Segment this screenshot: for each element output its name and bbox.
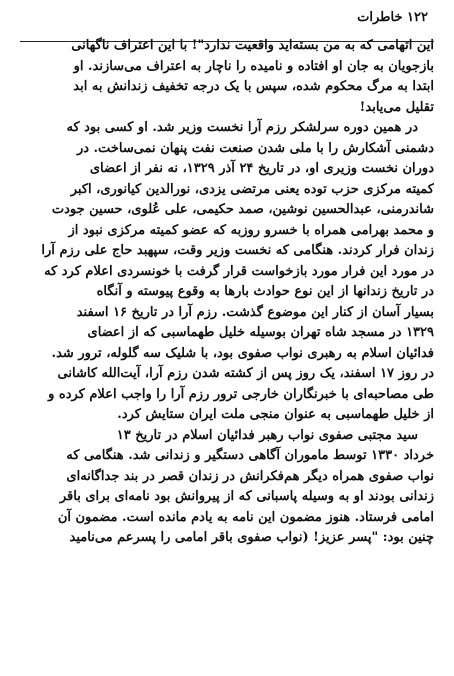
text-line: در روز ۱۷ اسفند، یک روز پس از کشته شدن رزم آرا، آیت‌الله کاشانی (57, 366, 434, 381)
text-line: این اتهامی که به من بسته‌اید واقعیت ندارد"! با این اعتراف ناگهانی (71, 38, 434, 53)
page-header (0, 10, 454, 32)
text-line: دوران نخست وزیری او، در تاریخ ۲۴ آذر ۱۳۲۹، نه نفر از اعضای (89, 161, 434, 176)
text-line: ۱۳۲۹ در مسجد شاه تهران بوسیله خلیل طهماسبی که از اعضای (87, 325, 434, 340)
text-line: زندانی بودند او به وسیله پاسبانی که از پیروانش بود نامه‌ای برای باقر (59, 489, 434, 504)
text-line: در همین دوره سرلشکر رزم آرا نخست وزیر شد. او کسی بود که (66, 120, 418, 135)
text-line: بازجویان به جان او افتاده و نامیده را ناچار به اعتراف می‌سازند. او (73, 58, 434, 74)
text-line: زندان فرار کردند. هنگامی که نخست وزیر وقت، سپهبد حاج علی رزم آرا (41, 243, 434, 258)
body-text (16, 36, 434, 549)
running-head: ۱۲۲ خاطرات (357, 10, 428, 25)
text-line: و محمد بهرامی همراه با خسرو روزبه که عضو کمیته مرکزی نبود از (68, 222, 434, 238)
text-line: امامی فرستاد. هنوز مضمون این نامه به یادم مانده است. مضمون آن (57, 509, 434, 525)
text-line: خرداد ۱۳۳۰ توسط ماموران آگاهی دستگیر و زندانی شد. هنگامی که (66, 448, 434, 463)
text-line: از خلیل طهماسبی به عنوان منجی ملت ایران ستایش کرد. (117, 407, 434, 422)
text-line: دشمنی آشکارش را با ملی شدن صنعت نفت پنهان نمی‌ساخت. در (76, 140, 434, 156)
text-line: نواب صفوی همراه دیگر هم‌فکرانش در زندان قصر در بند جداگانه‌ای (66, 468, 434, 484)
text-line: تقلیل می‌یابد! (359, 99, 434, 115)
text-line: بسیار آسان از کنار این موضوع گذشت. رزم آرا در تاریخ ۱۶ اسفند (76, 304, 434, 320)
text-line: سید مجتبی صفوی نواب رهبر فدائیان اسلام در تاریخ ۱۳ (116, 427, 418, 443)
text-line: طی مصاحبه‌ای با خبرنگاران خارجی ترور رزم آرا را واجب اعلام کرده و (48, 386, 434, 402)
text-line: شاندرمنی، عبدالحسین نوشین، صمد حکیمی، علی عُلوی، حسین جودت (51, 202, 434, 217)
text-line: چنین بود: "پسر عزیز! (نواب صفوی باقر امامی را پسرعم می‌نامید (69, 530, 434, 545)
text-line: کمیته مرکزی حزب توده یعنی مرتضی یزدی، نورالدین کیانوری، اکبر (70, 181, 434, 197)
text-line: در مورد این فرار مورد بازخواست قرار گرفت با خونسردی اعلام کرد که (44, 263, 434, 279)
text-line: فدائیان اسلام به رهبری نواب صفوی بود، با شلیک سه گلوله، ترور شد. (51, 345, 434, 361)
text-line: در تاریخ زندانها از این نوع حوادث بارها به وقوع پیوسته و آنگاه (96, 284, 434, 299)
text-line: ابتدا به مرگ محکوم شده، سپس با یک درجه تخفیف زندانش به ابد (73, 79, 434, 94)
